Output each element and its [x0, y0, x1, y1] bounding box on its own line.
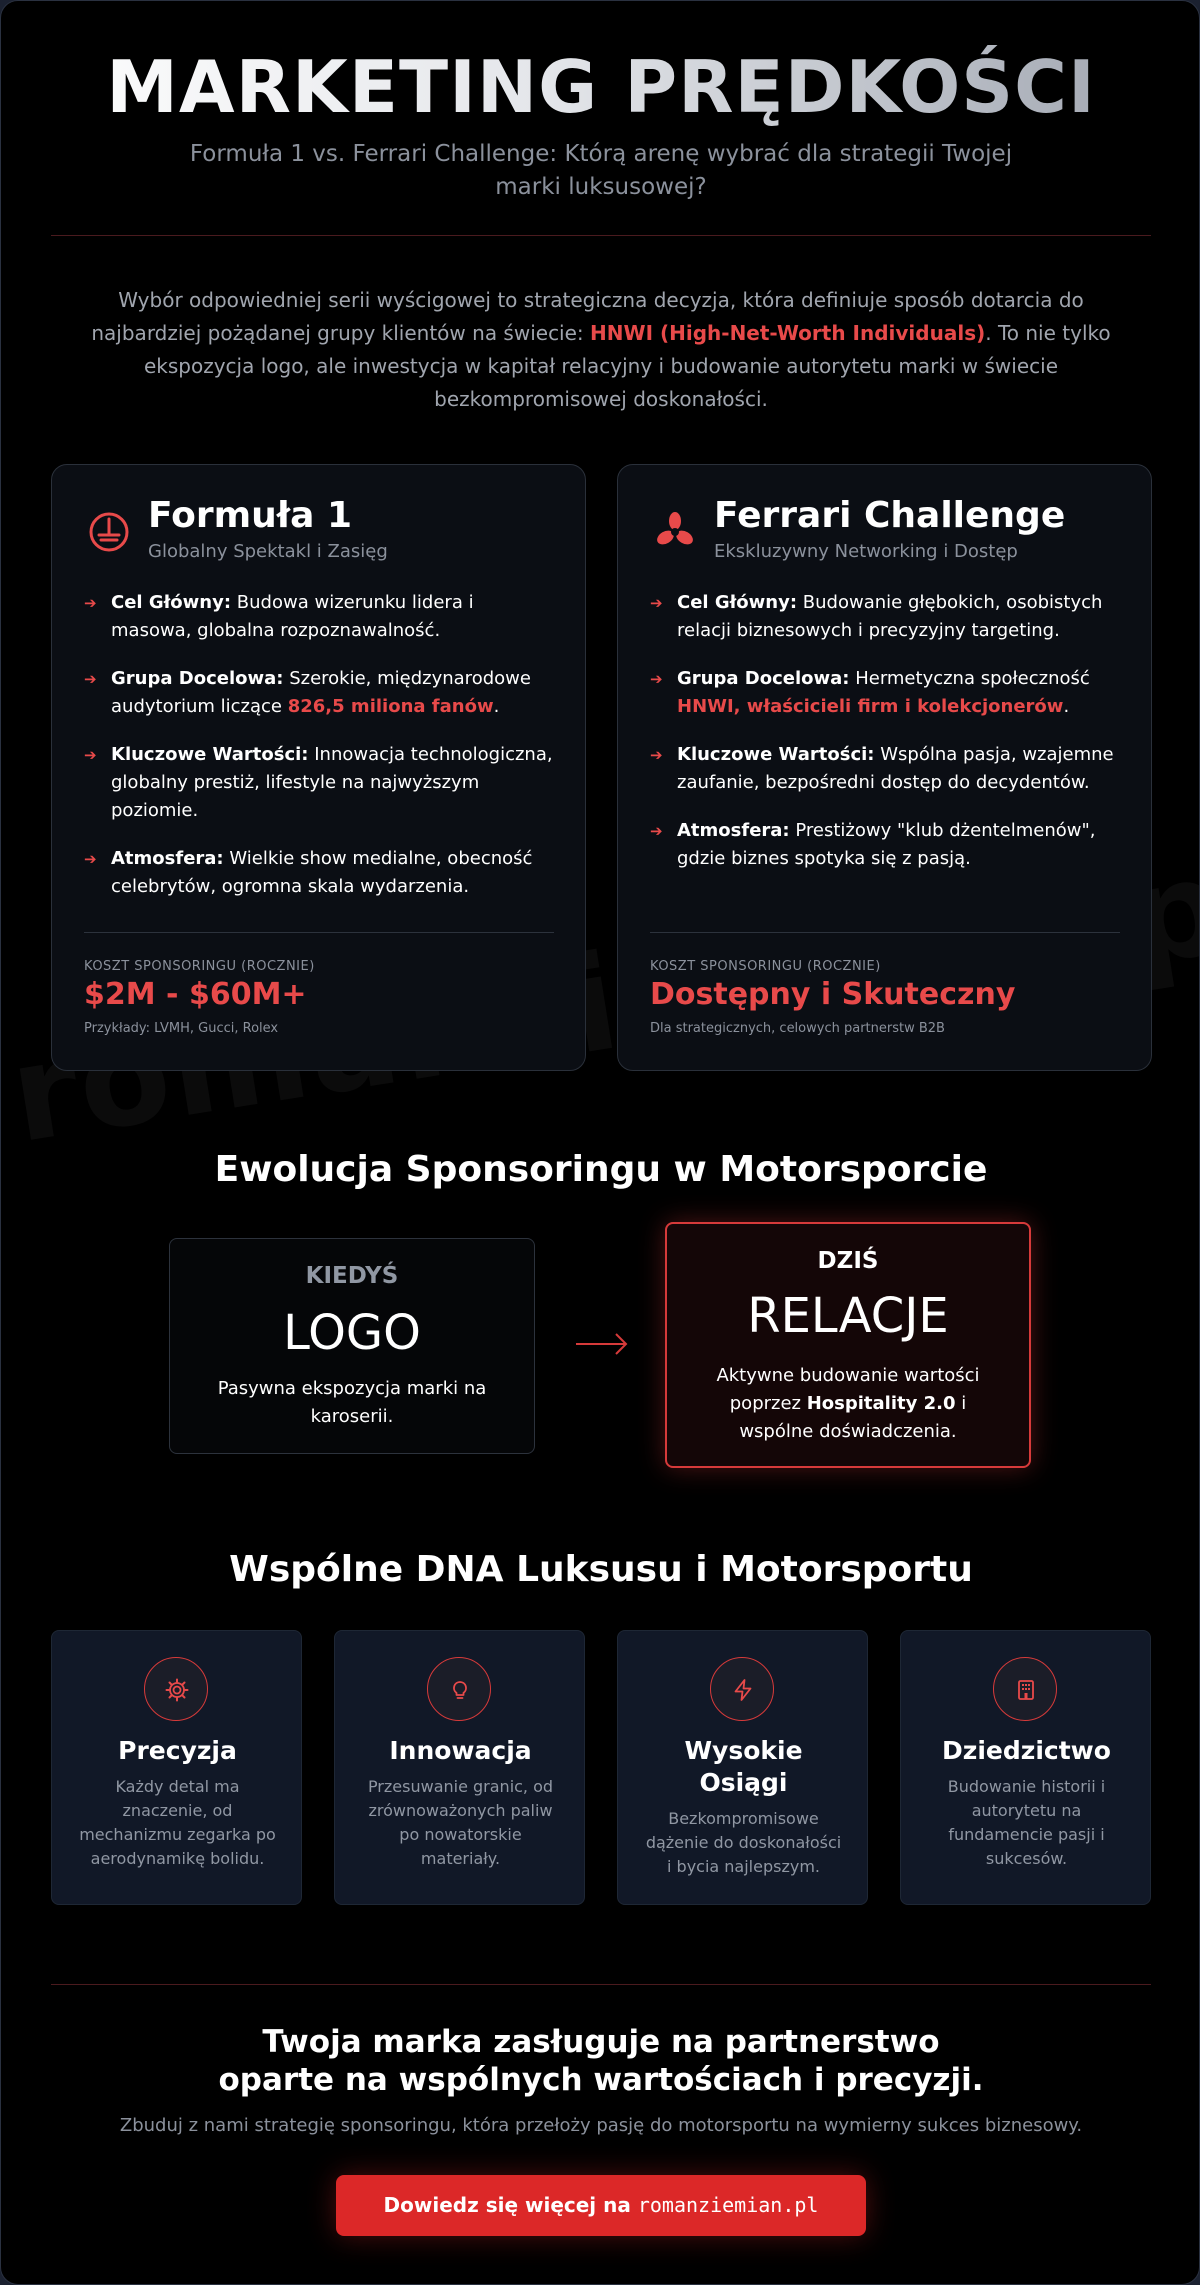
button-domain: romanziemian.pl: [637, 2193, 819, 2217]
f1-card: [51, 464, 586, 1071]
arrow-icon: ➔: [650, 670, 663, 688]
page-subtitle: Formuła 1 vs. Ferrari Challenge: Którą arenę wybrać dla strategii Twojej marki luksusowej?: [189, 141, 1013, 200]
ferrari-cost-note: Dla strategicznych, celowych partnerstw B2B: [650, 1021, 945, 1036]
dna-item-title: Precyzja: [118, 1736, 237, 1765]
ferrari-subtitle: Ekskluzywny Networking i Dostęp: [714, 541, 1018, 562]
dna-card-heritage: [900, 1630, 1151, 1905]
f1-cost-note: Przykłady: LVMH, Gucci, Rolex: [84, 1021, 279, 1036]
list-item: [650, 817, 1120, 873]
f1-subtitle: Globalny Spektakl i Zasięg: [148, 541, 388, 562]
arrow-icon: ➔: [650, 594, 663, 612]
point-label: Cel Główny:: [111, 592, 232, 613]
intro-after: . To nie tylko ekspozycja logo, ale inwestycja w kapitał relacyjny i budowanie autorytetu marki w świecie bezkompromisowej doskonałości.: [143, 321, 1111, 411]
cta-title: [1, 2023, 1200, 2099]
dna-item-desc: Każdy detal ma znaczenie, od mechanizmu zegarka po aerodynamikę bolidu.: [79, 1777, 276, 1868]
list-item: [650, 665, 1120, 721]
point-text: Szerokie, międzynarodowe audytorium liczące: [111, 668, 531, 717]
point-text: Wspólna pasja, wzajemne zaufanie, bezpośredni dostęp do decydentów.: [677, 744, 1114, 793]
dna-card-innovation: [334, 1630, 585, 1905]
point-label: Atmosfera:: [677, 820, 790, 841]
evolution-after-word: RELACJE: [747, 1288, 949, 1344]
arrow-icon: ➔: [650, 746, 663, 764]
arrow-icon: ➔: [84, 850, 97, 868]
header-divider: [51, 235, 1151, 236]
evolution-after-tag: DZIŚ: [817, 1248, 879, 1274]
arrow-icon: ➔: [650, 822, 663, 840]
desc-bold: Hospitality 2.0: [806, 1393, 956, 1414]
point-text: Hermetyczna społeczność: [855, 668, 1090, 689]
cta-title-line1: Twoja marka zasługuje na partnerstwo: [262, 2024, 940, 2060]
fan-icon: [653, 510, 697, 554]
dna-item-desc: Bezkompromisowe dążenie do doskonałości i bycia najlepszym.: [645, 1809, 842, 1876]
list-item: [650, 741, 1120, 797]
cog-icon: [144, 1657, 208, 1721]
lightning-icon: [710, 1657, 774, 1721]
f1-points: [84, 589, 554, 921]
point-text: Innowacja technologiczna, globalny prestiż, lifestyle na najwyższym poziomie.: [111, 744, 553, 821]
f1-title: Formuła 1: [148, 495, 352, 536]
point-label: Kluczowe Wartości:: [677, 744, 875, 765]
point-label: Kluczowe Wartości:: [111, 744, 309, 765]
evolution-after-box: [665, 1222, 1031, 1468]
dna-title: Wspólne DNA Luksusu i Motorsportu: [229, 1549, 973, 1590]
point-label: Grupa Docelowa:: [111, 668, 284, 689]
building-icon: [993, 1657, 1057, 1721]
point-label: Cel Główny:: [677, 592, 798, 613]
ferrari-cost-value: Dostępny i Skuteczny: [650, 977, 1016, 1012]
card-divider: [650, 932, 1120, 933]
list-item: [84, 741, 554, 825]
dna-card-performance: [617, 1630, 868, 1905]
dna-item-desc: Budowanie historii i autorytetu na fundamencie pasji i sukcesów.: [947, 1777, 1106, 1868]
arrow-icon: ➔: [84, 670, 97, 688]
card-divider: [84, 932, 554, 933]
list-item: [84, 589, 554, 645]
point-text: Budowa wizerunku lidera i masowa, globalna rozpoznawalność.: [111, 592, 474, 641]
learn-more-button[interactable]: [336, 2175, 866, 2236]
cog-icon-glyph: [165, 1678, 189, 1702]
page-title: MARKETING PRĘDKOŚCI: [1, 45, 1200, 129]
dna-item-title: Innowacja: [389, 1736, 532, 1765]
dna-item-desc: Przesuwanie granic, od zrównoważonych paliw po nowatorskie materiały.: [367, 1777, 554, 1868]
cta-divider: [51, 1984, 1151, 1985]
f1-cost-label: KOSZT SPONSORINGU (ROCZNIE): [84, 959, 315, 974]
ferrari-points: [650, 589, 1120, 893]
evolution-before-tag: KIEDYŚ: [305, 1263, 399, 1289]
evolution-before-box: [169, 1238, 535, 1454]
point-tail: .: [493, 696, 500, 717]
evolution-after-desc: [707, 1362, 989, 1446]
lightning-icon-glyph: [731, 1678, 755, 1702]
ferrari-card: [617, 464, 1152, 1071]
arrow-icon: ➔: [84, 746, 97, 764]
dna-item-title: Dziedzictwo: [942, 1736, 1111, 1765]
list-item: [84, 845, 554, 901]
point-text: Budowanie głębokich, osobistych relacji biznesowych i precyzyjny targeting.: [677, 592, 1103, 641]
lightbulb-icon: [427, 1657, 491, 1721]
evolution-before-desc: Pasywna ekspozycja marki na karoserii.: [217, 1378, 487, 1427]
point-highlight: HNWI, właścicieli firm i kolekcjonerów: [677, 696, 1064, 717]
point-highlight: 826,5 miliona fanów: [287, 696, 494, 717]
dna-card-precision: [51, 1630, 302, 1905]
point-text: Wielkie show medialne, obecność celebrytów, ogromna skala wydarzenia.: [111, 848, 533, 897]
point-label: Grupa Docelowa:: [677, 668, 850, 689]
desc-part: Aktywne budowanie wartości poprzez: [716, 1365, 980, 1414]
intro-text: [81, 284, 1121, 416]
cta-subtitle: Zbuduj z nami strategię sponsoringu, która przełoży pasję do motorsportu na wymierny sukces biznesowy.: [119, 2115, 1083, 2136]
dna-item-title: Wysokie Osiągi: [684, 1736, 803, 1797]
arrow-right-icon: [574, 1329, 630, 1359]
list-item: [650, 589, 1120, 645]
evolution-before-word: LOGO: [283, 1305, 421, 1361]
lightbulb-icon-glyph: [448, 1678, 472, 1702]
intro-before: Wybór odpowiedniej serii wyścigowej to strategiczna decyzja, która definiuje sposób dotarcia do najbardziej pożądanej grupy klientów na świecie:: [91, 288, 1084, 345]
list-item: [84, 665, 554, 721]
point-label: Atmosfera:: [111, 848, 224, 869]
evolution-title: Ewolucja Sponsoringu w Motorsporcie: [214, 1149, 988, 1190]
desc-part: i wspólne doświadczenia.: [739, 1393, 967, 1442]
button-text: Dowiedz się więcej na: [383, 2193, 638, 2217]
f1-cost-value: $2M - $60M+: [84, 977, 307, 1012]
building-icon-glyph: [1014, 1678, 1038, 1702]
arrow-icon: ➔: [84, 594, 97, 612]
ferrari-title: Ferrari Challenge: [714, 495, 1066, 536]
intro-highlight: HNWI (High-Net-Worth Individuals): [590, 321, 986, 345]
ferrari-cost-label: KOSZT SPONSORINGU (ROCZNIE): [650, 959, 881, 974]
point-text: Prestiżowy "klub dżentelmenów", gdzie biznes spotyka się z pasją.: [677, 820, 1096, 869]
steering-wheel-icon: [87, 510, 131, 554]
point-tail: .: [1063, 696, 1070, 717]
cta-title-line2: oparte na wspólnych wartościach i precyzji.: [218, 2062, 984, 2098]
